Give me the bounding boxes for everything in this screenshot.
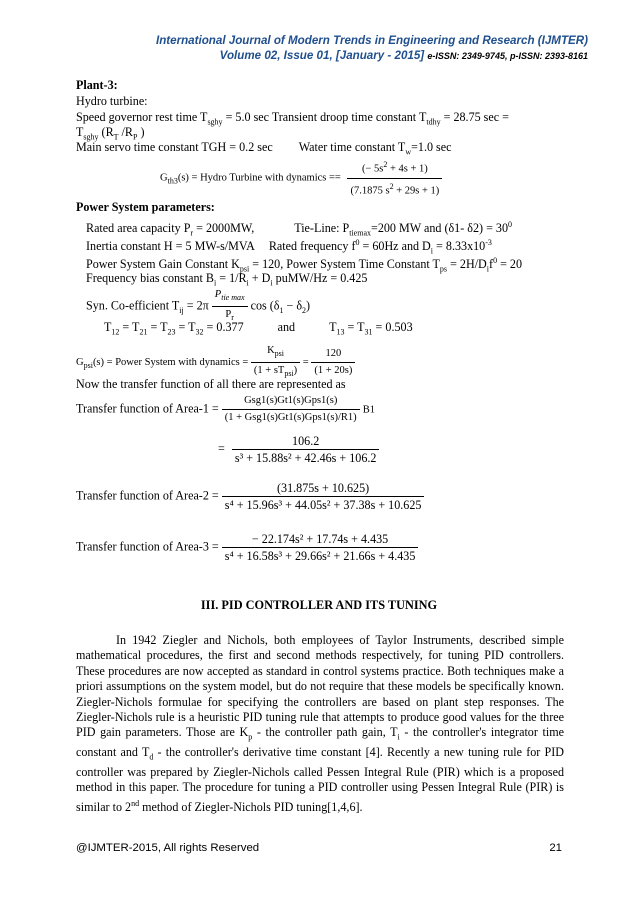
area1-transfer-function: Transfer function of Area-1 = $\frac{\text{Gsg1(s)Gt1(s)Gps1(s)}}{\text{(1 + Gsg1(s)Gt1(s)Gps1(s)/R1)}}$ B1 xyxy=(76,395,375,423)
frequency-bias-line: Frequency bias constant $B_i = 1/R_i + D_i$ puMW/Hz = 0.425 xyxy=(86,271,368,288)
syn-coefficient-line: Syn. Co-efficient $T_{ij} = 2\pi$ $\frac{P_{tie max}}{P_r}$ $\cos (\delta_1 - \delta_2)$ xyxy=(86,288,310,325)
area2-transfer-function: Transfer function of Area-2 = $\frac{(31.875s + 10.625)}{\text{s⁴ + 15.96s³ + 44.05s² + 37.38s + 10.625}}$ xyxy=(76,481,424,512)
syn-coefficient-fraction: $\frac{P_{tie max}}{P_r}$ xyxy=(212,288,248,325)
servo-water-line: Main servo time constant TGH = 0.2 sec Water time constant $T_w=1.0$ sec xyxy=(76,140,452,157)
section-heading: III. PID CONTROLLER AND ITS TUNING xyxy=(200,598,438,612)
page-number: 21 xyxy=(549,842,562,854)
power-system-fraction-1: $\frac{K_{psi}}{(1 + sT_{psi})}$ xyxy=(251,344,300,381)
hydro-turbine-equation: $G_{th3}(s)$ = Hydro Turbine with dynamics == $\frac{(- 5s^2 + 4s + 1)}{(7.1875 s^2 + 29s + 1)}$ xyxy=(160,158,442,198)
area1-simplified: = $\frac{106.2}{\text{s³ + 15.88s² + 42.46s + 106.2}}$ xyxy=(218,434,379,465)
tie-coefficients-line: $T_{12} = T_{21} = T_{23} = T_{32} = 0.377$ and $T_{13} = T_{31} = 0.503$ xyxy=(104,320,413,337)
tsghy-line: $T_{sghy}$ ($R_T$ $/R_P$ ) xyxy=(76,125,145,142)
footer-copyright: @IJMTER-2015, All rights Reserved xyxy=(76,842,260,854)
hydro-turbine-fraction: $\frac{(- 5s^2 + 4s + 1)}{(7.1875 s^2 + 29s + 1)}$ xyxy=(347,158,442,198)
plant3-subtitle: Hydro turbine: xyxy=(76,94,148,108)
transfer-intro: Now the transfer function of all there are represented as xyxy=(76,377,346,391)
area2-fraction: $\frac{(31.875s + 10.625)}{\text{s⁴ + 15.96s³ + 44.05s² + 37.38s + 10.625}}$ xyxy=(222,481,425,512)
inertia-line: Inertia constant H = 5 MW-s/MVA Rated frequency $f^0 = 60Hz$ and $D_i = 8.33x10^{-3}$ xyxy=(86,238,492,256)
area3-transfer-function: Transfer function of Area-3 = $\frac{\text{− 22.174s² + 17.74s + 4.435}}{\text{s⁴ + 16.58s³ + 29.66s² + 21.66s + 4.435}}$ xyxy=(76,532,418,563)
power-system-equation: $G_{psi}(s)$ = Power System with dynamics = $\frac{K_{psi}}{(1 + sT_{psi})}$ = $\frac{120}{(1 + 20s)}$ xyxy=(76,344,355,381)
power-system-fraction-2: $\frac{120}{(1 + 20s)}$ xyxy=(311,347,355,378)
plant3-title: Plant-3: xyxy=(76,78,118,92)
area3-fraction: $\frac{\text{− 22.174s² + 17.74s + 4.435}}{\text{s⁴ + 16.58s³ + 29.66s² + 21.66s + 4.435}}$ xyxy=(222,532,419,563)
journal-volume-line xyxy=(220,49,588,62)
journal-volume: Volume 02, Issue 01, [January - 2015] xyxy=(219,49,425,62)
rated-capacity-line: Rated area capacity $P_r = 2000MW$, Tie-Line: $P_{tiemax}=200$ MW and (δ1- $\delta 2) = 30^0$ xyxy=(86,220,513,238)
journal-title: International Journal of Modern Trends in Engineering and Research (IJMTER) xyxy=(155,34,588,47)
area1-simplified-fraction: $\frac{106.2}{\text{s³ + 15.88s² + 42.46s + 106.2}}$ xyxy=(232,434,380,465)
gain-constant-line: Power System Gain Constant $K_{psi} = 120$, Power System Time Constant $T_{ps} = 2H/D_if^0 = 20$ xyxy=(86,256,523,274)
power-system-title: Power System parameters: xyxy=(76,200,215,214)
journal-issn: e-ISSN: 2349-9745, p-ISSN: 2393-8161 xyxy=(427,51,588,61)
section-paragraph: In 1942 Ziegler and Nichols, both employees of Taylor Instruments, described simple mathematical procedures, the first and second methods respectively, for tuning PID controllers. These procedures are now accepted as standard in control systems practice. Both techniques make a priori assumptions on the system model, but do not require that these models be specifically known. Ziegler-Nichols formulae for specifying the controllers are based on plant step responses. The Ziegler-Nichols rule is a heuristic PID tuning rule that attempts to produce good values for the three PID gain parameters. Those are $K_p$ - the controller path gain, $T_i$ - the controller's integrator time constant and $T_d$ - the controller's derivative time constant [4]. Recently a new tuning rule for PID controller was prepared by Ziegler-Nichols called Pessen Integral Rule (PIR) which is a proposed method in this paper. The procedure for tuning a PID controller using Pessen Integral Rule (PIR) is similar to 2nd method of Ziegler-Nichols PID tuning[1,4,6]. xyxy=(76,633,564,814)
speed-governor-line: Speed governor rest time $T_{sghy} = 5.0$ sec Transient droop time constant $T_{tdhy} = 28.75$ sec = xyxy=(76,110,509,127)
area1-fraction: $\frac{\text{Gsg1(s)Gt1(s)Gps1(s)}}{\text{(1 + Gsg1(s)Gt1(s)Gps1(s)/R1)}}$ xyxy=(222,394,360,425)
